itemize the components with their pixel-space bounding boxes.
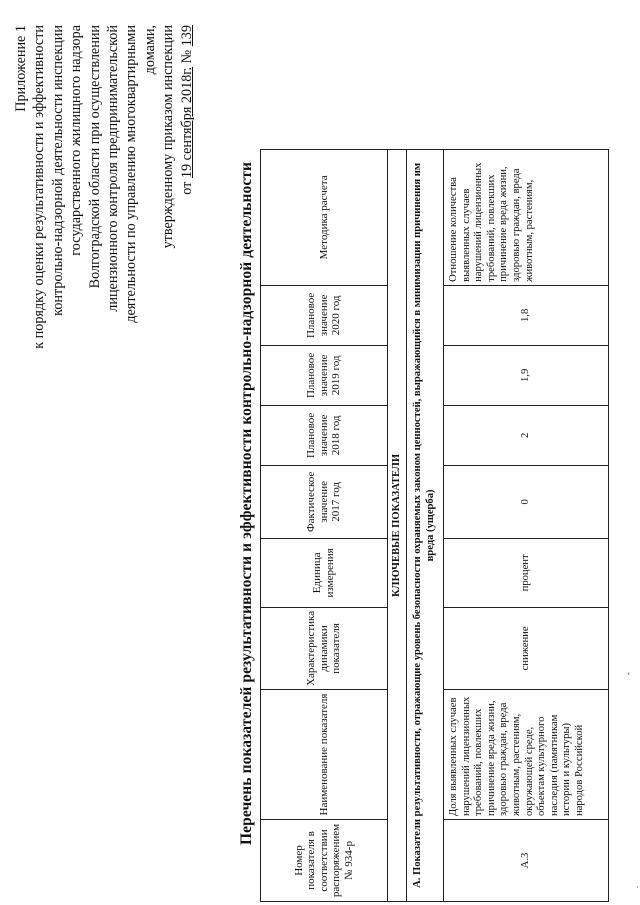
- header-plan-2018: Плановое значение 2018 год: [261, 405, 388, 465]
- appendix-line: Приложение 1: [13, 25, 29, 112]
- cell-plan-2020: 1,8: [444, 285, 609, 345]
- appendix-header: [12, 25, 196, 355]
- header-dynamics: Характеристика динамики показателя: [261, 607, 388, 689]
- date-prefix: от: [178, 178, 195, 195]
- table-row: [444, 149, 609, 901]
- cell-dynamics: снижение: [444, 607, 609, 689]
- cell-plan-2018: 2: [444, 405, 609, 465]
- header-unit: Единица измерения: [261, 538, 388, 607]
- appendix-line: контрольно-надзорной деятельности инспекции: [49, 25, 66, 316]
- appendix-line: деятельности по управлению многоквартирными домами,: [123, 25, 158, 323]
- appendix-line: Волгоградской области при осуществлении: [86, 25, 103, 289]
- indicators-table: [260, 149, 609, 902]
- cell-method: Отношение количества выявленных случаев нарушений лицензионных требований, повлекших причинение вреда жизни, здоровью граждан, вреда животным, растениям,: [444, 149, 609, 285]
- cell-plan-2019: 1,9: [444, 345, 609, 405]
- appendix-line: к порядку оценки результативности и эффективности: [31, 25, 48, 349]
- cell-fact-2017: 0: [444, 465, 609, 538]
- subsection-row: [407, 149, 444, 901]
- document-title: Перечень показателей результативности и эффективности контрольно-надзорной деятельности: [238, 161, 255, 845]
- appendix-line: государственного жилищного надзора: [68, 25, 85, 256]
- header-method: Методика расчета: [261, 149, 388, 285]
- scan-tick: -: [624, 672, 633, 675]
- header-plan-2020: Плановое значение 2020 год: [261, 285, 388, 345]
- header-plan-2019: Плановое значение 2019 год: [261, 345, 388, 405]
- appendix-line: утвержденному приказом инспекции: [160, 25, 177, 249]
- order-number: 139: [178, 25, 195, 47]
- order-date: 19 сентября 2018г.: [178, 66, 195, 179]
- header-fact-2017: Фактическое значение 2017 год: [261, 465, 388, 538]
- number-label: №: [178, 46, 195, 67]
- section-row: [388, 149, 407, 901]
- section-title: КЛЮЧЕВЫЕ ПОКАЗАТЕЛИ: [388, 149, 407, 901]
- cell-name: Доля выявленных случаев нарушений лицензионных требований, повлекших причинение вреда жизни, здоровью граждан, вреда животным, растениям, окружающей среде, объектам культурного наследия (памятникам истории и культуры) народов Российской: [444, 690, 609, 820]
- scan-mark: .: [631, 886, 640, 888]
- table-header-row: [261, 149, 388, 901]
- header-number: Номер показателя в соответствии распоряжением № 934-р: [261, 820, 388, 902]
- subsection-title: А. Показатели результативности, отражающие уровень безопасности охраняемых законом ценностей, выражающийся в минимизации причинения им вреда (ущерба): [407, 149, 444, 901]
- header-name: Наименование показателя: [261, 690, 388, 820]
- appendix-date-line: [178, 25, 196, 355]
- appendix-line: лицензионного контроля предпринимательской: [105, 25, 122, 312]
- cell-unit: процент: [444, 538, 609, 607]
- cell-number: А.3: [444, 820, 609, 902]
